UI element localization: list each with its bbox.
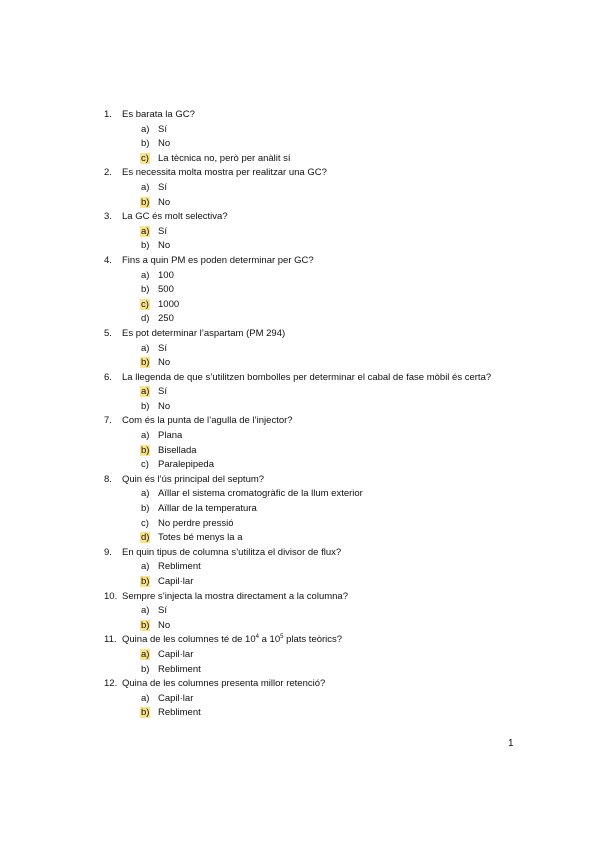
- question-number: 1.: [104, 109, 112, 120]
- question-number: 10.: [104, 590, 118, 602]
- answer-text: Totes bé menys la a: [158, 532, 243, 544]
- highlighted-answer-label: a): [141, 648, 150, 660]
- highlighted-answer-label: b): [141, 707, 150, 719]
- answer-label: b): [141, 284, 150, 296]
- highlighted-answer-label: b): [141, 619, 150, 631]
- question-6: [104, 371, 504, 415]
- answer-label: a): [141, 430, 150, 442]
- answer-option: [104, 239, 504, 254]
- question-text: Quin és l’ús principal del septum?: [122, 473, 265, 485]
- answer-option: [104, 444, 504, 459]
- question-text: Com és la punta de l’agulla de l’injector?: [122, 415, 293, 427]
- question-7: [104, 414, 504, 472]
- answer-text: 250: [158, 313, 174, 325]
- answer-label: b): [141, 663, 150, 675]
- answer-text: Bisellada: [158, 444, 197, 456]
- answer-label: b): [141, 400, 150, 412]
- answer-label: b): [141, 503, 150, 515]
- question-text-part: Quina de les columnes té de 10: [122, 634, 256, 646]
- question-number: 8.: [104, 473, 112, 485]
- answer-label: d): [141, 313, 150, 325]
- question-text: En quin tipus de columna s’utilitza el divisor de flux?: [122, 546, 342, 558]
- answer-label: a): [141, 692, 150, 704]
- answer-text: Capil·lar: [158, 576, 194, 587]
- answer-option: [104, 196, 504, 211]
- answer-text: Aïllar de la temperatura: [158, 503, 257, 515]
- answer-option: [104, 692, 504, 707]
- question-text-part: 4: [255, 634, 259, 641]
- answer-option: [104, 298, 504, 313]
- answer-option: [104, 663, 504, 678]
- question-text: Es barata la GC?: [122, 109, 195, 120]
- answer-option: [104, 517, 504, 532]
- question-12: [104, 677, 504, 721]
- answer-option: [104, 181, 504, 196]
- question-number: 9.: [104, 546, 112, 558]
- answer-option: [104, 123, 504, 138]
- answer-label: b): [141, 240, 150, 252]
- question-10: [104, 590, 504, 634]
- question-number: 2.: [104, 167, 112, 179]
- highlighted-answer-label: d): [141, 532, 150, 544]
- highlighted-answer-label: b): [141, 576, 150, 587]
- answer-option: [104, 342, 504, 357]
- question-number: 12.: [104, 678, 118, 690]
- answer-option: [104, 225, 504, 240]
- answer-text: 100: [158, 269, 174, 281]
- answer-text: No: [158, 196, 171, 208]
- question-text-part: a 10: [258, 634, 281, 646]
- answer-option: [104, 487, 504, 502]
- answer-option: [104, 429, 504, 444]
- answer-option: [104, 137, 504, 152]
- question-text: Fins a quin PM es poden determinar per GC?: [122, 254, 314, 266]
- question-text: La GC és molt selectiva?: [122, 211, 228, 223]
- answer-text: Rebliment: [158, 707, 201, 719]
- answer-option: [104, 560, 504, 575]
- answer-label: a): [141, 342, 150, 354]
- answer-text: La tècnica no, però per anàlit sí: [158, 152, 291, 164]
- highlighted-answer-label: a): [141, 386, 150, 398]
- answer-text: Rebliment: [158, 561, 201, 573]
- question-text-part: plats teòrics?: [283, 634, 343, 646]
- question-9: [104, 546, 504, 590]
- answer-label: a): [141, 561, 150, 573]
- answer-option: [104, 269, 504, 284]
- question-1: [104, 108, 504, 166]
- answer-text: Rebliment: [158, 663, 201, 675]
- question-2: [104, 166, 504, 210]
- highlighted-answer-label: b): [141, 357, 150, 369]
- answer-text: Sí: [158, 225, 167, 237]
- answer-text: Sí: [158, 181, 167, 193]
- answer-option: [104, 400, 504, 415]
- answer-text: Plana: [158, 430, 183, 442]
- answer-text: Sí: [158, 605, 167, 617]
- answer-text: No: [158, 357, 171, 369]
- question-number: 11.: [104, 634, 117, 646]
- question-4: [104, 254, 504, 327]
- answer-text: No: [158, 138, 171, 150]
- question-8: [104, 473, 504, 546]
- answer-option: [104, 385, 504, 400]
- answer-option: [104, 706, 504, 721]
- quiz-list: [104, 108, 504, 721]
- answer-label: a): [141, 181, 150, 193]
- answer-text: Sí: [158, 386, 167, 398]
- answer-text: No: [158, 400, 171, 412]
- answer-option: [104, 312, 504, 327]
- answer-text: No: [158, 619, 171, 631]
- answer-label: a): [141, 605, 150, 617]
- answer-text: Paralepipeda: [158, 459, 214, 471]
- answer-option: [104, 604, 504, 619]
- answer-option: [104, 283, 504, 298]
- answer-label: a): [141, 488, 150, 500]
- question-text: Es pot determinar l’aspartam (PM 294): [122, 327, 286, 339]
- answer-text: 1000: [158, 298, 180, 310]
- answer-option: [104, 575, 504, 590]
- question-text-part: 5: [280, 634, 284, 641]
- answer-text: Sí: [158, 342, 167, 354]
- answer-text: Capil·lar: [158, 648, 194, 660]
- page-number: 1: [508, 738, 514, 749]
- highlighted-answer-label: b): [141, 444, 150, 456]
- answer-option: [104, 356, 504, 371]
- question-number: 5.: [104, 327, 112, 339]
- question-number: 7.: [104, 415, 112, 427]
- highlighted-answer-label: c): [141, 152, 149, 164]
- answer-option: [104, 502, 504, 517]
- question-5: [104, 327, 504, 371]
- answer-option: [104, 648, 504, 663]
- answer-label: c): [141, 459, 149, 471]
- answer-label: a): [141, 269, 150, 281]
- answer-label: a): [141, 123, 150, 135]
- question-number: 4.: [104, 254, 112, 266]
- question-3: [104, 210, 504, 254]
- question-11: [104, 633, 504, 677]
- answer-text: Aïllar el sistema cromatogràfic de la llum exterior: [158, 488, 363, 500]
- highlighted-answer-label: b): [141, 196, 150, 208]
- answer-option: [104, 619, 504, 634]
- answer-option: [104, 152, 504, 167]
- question-number: 6.: [104, 371, 112, 383]
- answer-label: c): [141, 517, 149, 529]
- answer-option: [104, 458, 504, 473]
- answer-text: Capil·lar: [158, 692, 194, 704]
- answer-text: No: [158, 240, 171, 252]
- highlighted-answer-label: c): [141, 298, 149, 310]
- answer-text: No perdre pressió: [158, 517, 234, 529]
- answer-label: b): [141, 138, 150, 150]
- answer-option: [104, 531, 504, 546]
- question-text: Es necessita molta mostra per realitzar una GC?: [122, 167, 327, 179]
- question-number: 3.: [104, 211, 112, 223]
- question-text: La llegenda de que s’utilitzen bombolles per determinar el cabal de fase mòbil és certa?: [122, 371, 492, 383]
- question-text: Quina de les columnes presenta millor retenció?: [122, 678, 326, 690]
- highlighted-answer-label: a): [141, 225, 150, 237]
- question-text: Sempre s’injecta la mostra directament a la columna?: [122, 590, 348, 602]
- answer-text: 500: [158, 284, 174, 296]
- answer-text: Sí: [158, 123, 167, 135]
- question-text: [122, 633, 504, 648]
